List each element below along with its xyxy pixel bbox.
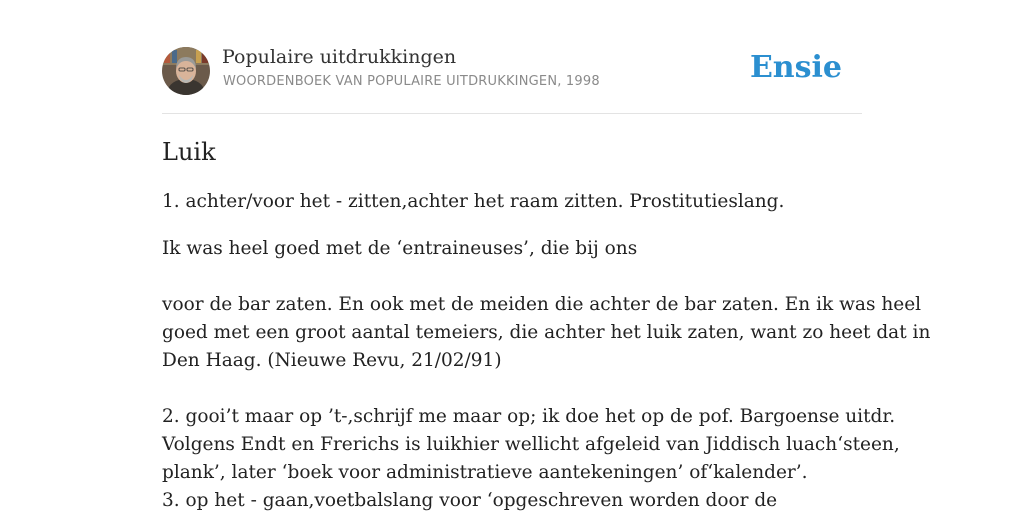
quote-line: Den Haag. (Nieuwe Revu, 21/02/91) (162, 350, 502, 371)
quote-line: voor de bar zaten. En ook met de meiden die achter de bar zaten. En ik was heel (162, 294, 922, 315)
source-title[interactable]: Populaire uitdrukkingen (222, 46, 457, 68)
definition-line: 3. op het - gaan,voetbalslang voor ‘opgeschreven worden door de (162, 490, 778, 511)
entry-content (162, 136, 931, 512)
source-subtitle: WOORDENBOEK VAN POPULAIRE UITDRUKKINGEN, 1998 (223, 74, 600, 89)
ensie-logo[interactable]: Ensie (749, 50, 842, 85)
spacer (162, 263, 872, 291)
definition-line: plank’, later ‘boek voor administratieve aantekeningen’ of‘kalender’. (162, 462, 808, 483)
author-avatar (162, 47, 210, 95)
quote-line: Ik was heel goed met de ‘entraineuses’, die bij ons (162, 238, 638, 259)
definition-line: Volgens Endt en Frerichs is luikhier wellicht afgeleid van Jiddisch luach‘steen, (162, 434, 900, 455)
spacer (162, 375, 872, 403)
source-header (162, 46, 862, 114)
entry-title: Luik (162, 138, 216, 166)
author-photo-icon (162, 47, 210, 95)
definition-line: 1. achter/voor het - zitten,achter het raam zitten. Prostitutieslang. (162, 191, 785, 212)
definition-line: 2. gooi’t maar op ’t-,schrijf me maar op; ik doe het op de pof. Bargoense uitdr. (162, 406, 896, 427)
quote-line: goed met een groot aantal temeiers, die achter het luik zaten, want zo heet dat in (162, 322, 931, 343)
